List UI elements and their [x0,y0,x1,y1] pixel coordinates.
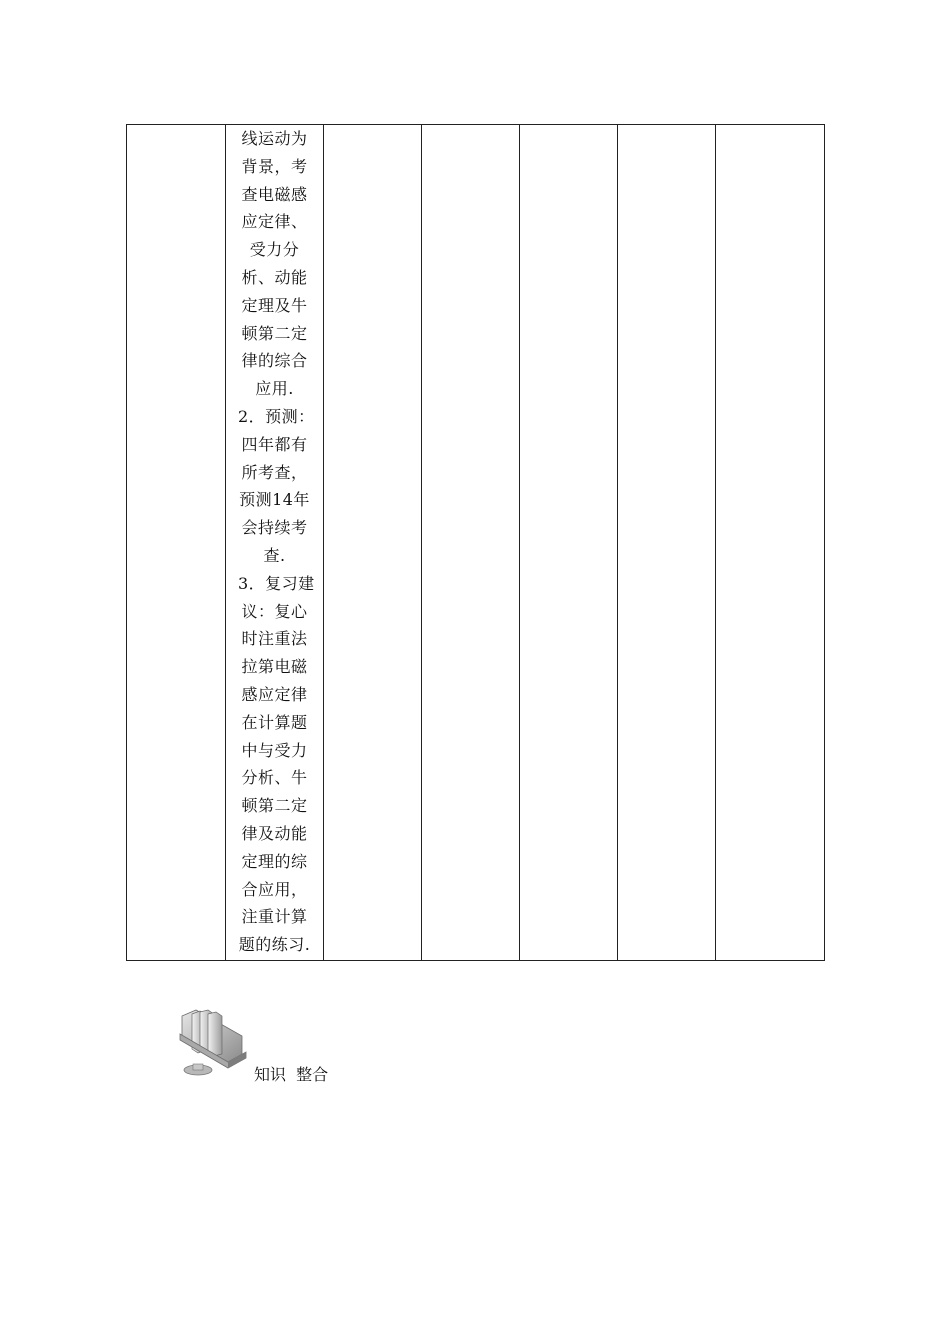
analysis-line: 所考查， [241,462,308,482]
analysis-line: 2．预测： [238,406,315,426]
analysis-line: 分析、牛 [241,768,308,788]
analysis-line: 预测14年 [239,490,310,510]
analysis-line: 律的综合 [241,351,308,371]
knowledge-integration-header [176,1006,376,1086]
table-cell-empty-4 [422,125,520,961]
analysis-line: 背景，考 [241,156,308,176]
table-cell-empty-7 [716,125,825,961]
analysis-line: 定理的综 [241,851,308,871]
analysis-line: 顿第二定 [241,323,308,343]
books-icon [176,1006,248,1080]
analysis-line: 应用. [255,379,294,399]
table-cell-empty-6 [618,125,716,961]
analysis-line: 注重计算 [241,907,308,927]
analysis-line: 在计算题 [241,712,308,732]
analysis-line: 析、动能 [241,267,308,287]
analysis-line: 律及动能 [241,823,308,843]
analysis-line: 题的练习. [238,935,311,955]
analysis-line: 中与受力 [241,740,308,760]
section-title: 知识 整合 [254,1065,329,1084]
analysis-line: 合应用， [241,879,308,899]
analysis-line: 3．复习建 [238,573,315,593]
table-cell-analysis [226,125,324,961]
analysis-line: 查电磁感 [241,184,308,204]
analysis-line: 议：复心 [241,601,308,621]
analysis-line: 受力分 [249,240,300,260]
table-row [127,125,825,961]
analysis-line: 应定律、 [241,212,308,232]
analysis-line: 拉第电磁 [241,657,308,677]
analysis-line: 定理及牛 [241,295,308,315]
analysis-line: 线运动为 [241,129,308,148]
table-cell-empty-3 [324,125,422,961]
analysis-line: 查. [263,545,286,565]
analysis-line: 时注重法 [241,629,308,649]
table-cell-empty-5 [520,125,618,961]
table-cell-empty-1 [127,125,226,961]
analysis-line: 会持续考 [241,518,308,538]
analysis-line: 四年都有 [241,434,308,454]
analysis-line: 顿第二定 [241,796,308,816]
analysis-line: 感应定律 [241,684,308,704]
exam-analysis-table [126,124,825,961]
